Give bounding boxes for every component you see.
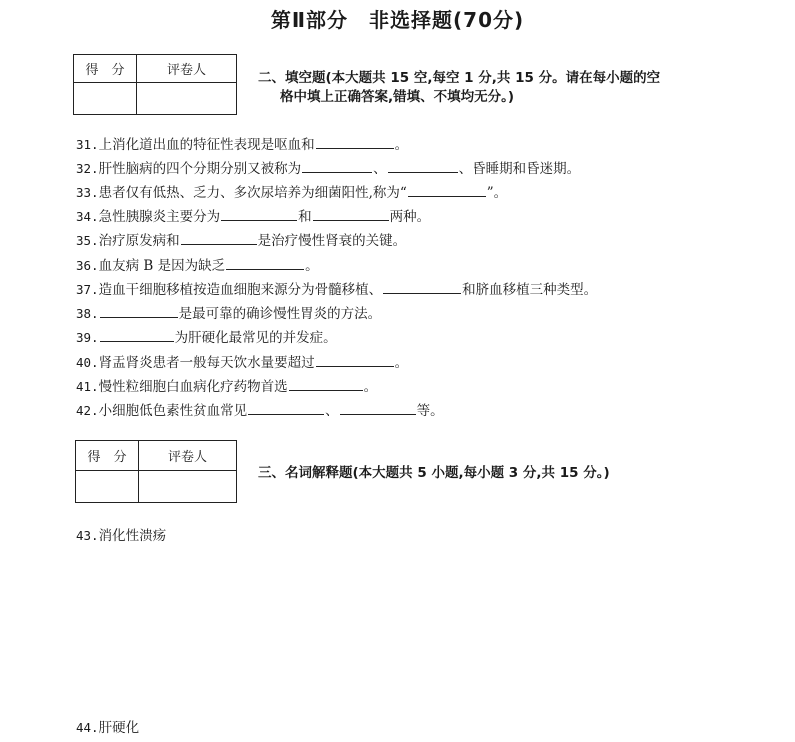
question-text: 两种。 xyxy=(389,209,431,225)
score-cell[interactable] xyxy=(74,83,137,115)
question-text: 肾盂肾炎患者一般每天饮水量要超过 xyxy=(98,355,315,371)
question-42 xyxy=(76,399,444,419)
question-text: 血友病 B 是因为缺乏 xyxy=(98,258,226,274)
question-number: 40. xyxy=(76,355,99,370)
answer-blank[interactable] xyxy=(289,378,363,391)
score-box-2 xyxy=(75,440,237,503)
score-box-1 xyxy=(73,54,237,115)
question-31 xyxy=(76,133,408,153)
answer-blank[interactable] xyxy=(221,208,297,221)
term-number: 43. xyxy=(76,528,99,543)
score-cell[interactable] xyxy=(76,471,139,503)
question-36 xyxy=(76,254,319,274)
question-number: 41. xyxy=(76,379,99,394)
question-number: 35. xyxy=(76,233,99,248)
question-number: 31. xyxy=(76,137,99,152)
answer-blank[interactable] xyxy=(100,329,174,342)
answer-blank[interactable] xyxy=(340,402,416,415)
section3-heading: 三、名词解释题(本大题共 5 小题,每小题 3 分,共 15 分。) xyxy=(258,465,610,481)
question-number: 34. xyxy=(76,209,99,224)
question-number: 36. xyxy=(76,258,99,273)
question-text: 为肝硬化最常见的并发症。 xyxy=(174,330,337,346)
answer-blank[interactable] xyxy=(316,136,394,149)
question-text: 小细胞低色素性贫血常见 xyxy=(98,403,248,419)
question-text: 、 xyxy=(325,403,339,419)
question-text: ”。 xyxy=(486,185,508,201)
question-text: 和 xyxy=(298,209,312,225)
question-text: 。 xyxy=(394,137,409,153)
answer-blank[interactable] xyxy=(383,281,461,294)
question-text: 急性胰腺炎主要分为 xyxy=(98,209,221,225)
question-32 xyxy=(76,157,580,177)
question-33 xyxy=(76,181,507,201)
question-text: 等。 xyxy=(416,403,444,419)
question-text: 、 xyxy=(373,161,387,177)
page-title: 第Ⅱ部分 非选择题(70分) xyxy=(270,8,525,32)
question-text: 治疗原发病和 xyxy=(98,233,180,249)
answer-blank[interactable] xyxy=(100,305,178,318)
question-number: 39. xyxy=(76,330,99,345)
answer-blank[interactable] xyxy=(313,208,389,221)
answer-blank[interactable] xyxy=(181,232,257,245)
question-text: 造血干细胞移植按造血细胞来源分为骨髓移植、 xyxy=(98,282,383,298)
question-text: 、昏睡期和昏迷期。 xyxy=(458,161,581,177)
question-37 xyxy=(76,278,597,298)
answer-blank[interactable] xyxy=(302,160,372,173)
question-text: 。 xyxy=(394,355,409,371)
question-41 xyxy=(76,375,377,395)
question-text: 慢性粒细胞白血病化疗药物首选 xyxy=(98,379,288,395)
question-text: 上消化道出血的特征性表现是呕血和 xyxy=(98,137,315,153)
grader-header: 评卷人 xyxy=(139,441,237,471)
term-number: 44. xyxy=(76,720,99,735)
question-40 xyxy=(76,351,408,371)
question-text: 肝性脑病的四个分期分别又被称为 xyxy=(98,161,302,177)
term-43 xyxy=(76,524,166,544)
question-39 xyxy=(76,326,337,346)
grader-cell[interactable] xyxy=(137,83,237,115)
question-text: 。 xyxy=(363,379,378,395)
answer-blank[interactable] xyxy=(316,354,394,367)
score-header: 得 分 xyxy=(74,55,137,83)
question-text: 和脐血移植三种类型。 xyxy=(462,282,598,298)
answer-blank[interactable] xyxy=(226,257,304,270)
term-44 xyxy=(76,716,139,736)
answer-blank[interactable] xyxy=(248,402,324,415)
section2-heading-line1: 二、填空题(本大题共 15 空,每空 1 分,共 15 分。请在每小题的空 xyxy=(258,70,661,86)
answer-blank[interactable] xyxy=(388,160,458,173)
question-35 xyxy=(76,229,406,249)
question-number: 42. xyxy=(76,403,99,418)
grader-header: 评卷人 xyxy=(137,55,237,83)
section2-heading-line2: 格中填上正确答案,错填、不填均无分。) xyxy=(280,89,515,105)
question-38 xyxy=(76,302,381,322)
question-text: 是最可靠的确诊慢性胃炎的方法。 xyxy=(178,306,382,322)
question-text: 是治疗慢性肾衰的关键。 xyxy=(257,233,407,249)
question-number: 38. xyxy=(76,306,99,321)
score-header: 得 分 xyxy=(76,441,139,471)
question-text: 。 xyxy=(305,258,319,274)
question-34 xyxy=(76,205,430,225)
term-text: 消化性溃疡 xyxy=(98,528,167,544)
answer-blank[interactable] xyxy=(408,184,486,197)
question-number: 32. xyxy=(76,161,99,176)
question-text: 患者仅有低热、乏力、多次尿培养为细菌阳性,称为“ xyxy=(98,185,407,201)
question-number: 33. xyxy=(76,185,99,200)
term-text: 肝硬化 xyxy=(98,720,140,736)
question-number: 37. xyxy=(76,282,99,297)
grader-cell[interactable] xyxy=(139,471,237,503)
